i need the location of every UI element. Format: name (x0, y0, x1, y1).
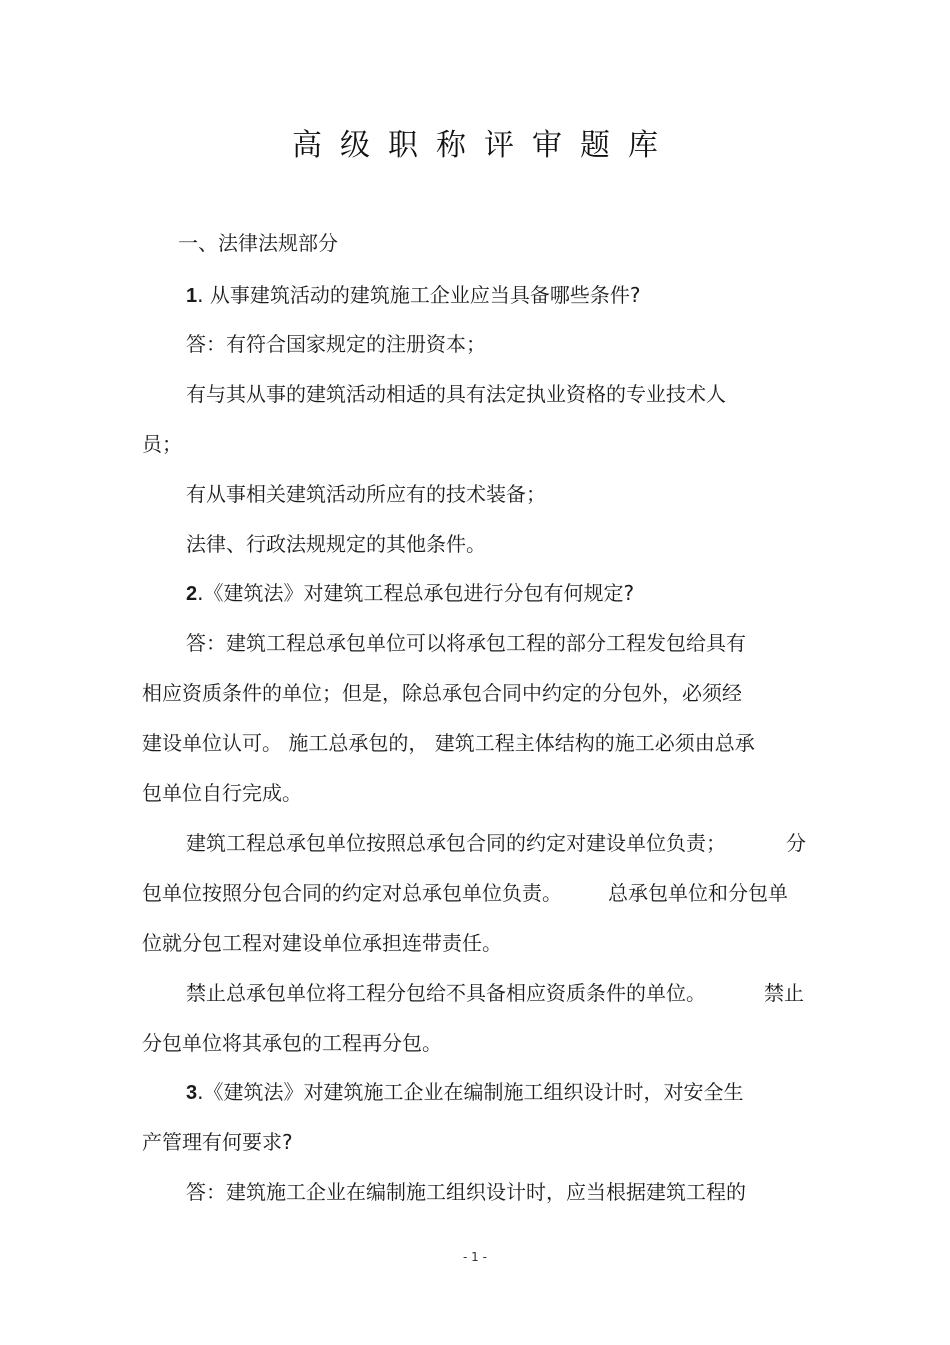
document-title: 高级职称评审题库 (292, 128, 676, 163)
question-2 (186, 579, 634, 608)
answer-2-line-6: 包单位按照分包合同的约定对总承包单位负责。 (142, 881, 562, 905)
question-number: 3 (186, 1082, 198, 1104)
answer-2-line-4: 包单位自行完成。 (142, 781, 302, 805)
page-number: - 1 - (463, 1250, 487, 1264)
question-number: 1 (186, 285, 198, 307)
answer-1-line-3: 员； (142, 432, 182, 456)
answer-2-line-7: 位就分包工程对建设单位承担连带责任。 (142, 931, 502, 955)
answer-2-line-8-end: 禁止 (764, 981, 804, 1005)
question-3-line-2: 产管理有何要求? (142, 1130, 293, 1154)
answer-3-line-1: 答：建筑施工企业在编制施工组织设计时，应当根据建筑工程的 (186, 1180, 746, 1204)
answer-2-line-5: 建筑工程总承包单位按照总承包合同的约定对建设单位负责； (186, 831, 726, 855)
answer-1-line-4: 有从事相关建筑活动所应有的技术装备； (186, 482, 546, 506)
answer-2-line-9: 分包单位将其承包的工程再分包。 (142, 1031, 442, 1055)
answer-2-line-2: 相应资质条件的单位；但是，除总承包合同中约定的分包外，必须经 (142, 681, 742, 705)
answer-2-line-5-end: 分 (786, 831, 806, 855)
section-heading: 一、法律法规部分 (178, 231, 338, 255)
question-3 (186, 1078, 743, 1107)
question-text: .《建筑法》对建筑施工企业在编制施工组织设计时，对安全生 (197, 1080, 744, 1104)
answer-2-line-6-end: 总承包单位和分包单 (608, 881, 788, 905)
question-number: 2 (186, 583, 198, 605)
question-1 (186, 281, 640, 310)
question-text: . 从事建筑活动的建筑施工企业应当具备哪些条件? (197, 283, 641, 307)
answer-2-line-3: 建设单位认可。 施工总承包的， 建筑工程主体结构的施工必须由总承 (142, 731, 755, 755)
answer-1-line-1: 答：有符合国家规定的注册资本； (186, 332, 486, 356)
answer-1-line-2: 有与其从事的建筑活动相适的具有法定执业资格的专业技术人 (186, 382, 726, 406)
answer-2-line-8: 禁止总承包单位将工程分包给不具备相应资质条件的单位。 (186, 981, 706, 1005)
answer-2-line-1: 答：建筑工程总承包单位可以将承包工程的部分工程发包给具有 (186, 631, 746, 655)
answer-1-line-5: 法律、行政法规规定的其他条件。 (186, 532, 486, 556)
question-text: .《建筑法》对建筑工程总承包进行分包有何规定? (197, 581, 635, 605)
